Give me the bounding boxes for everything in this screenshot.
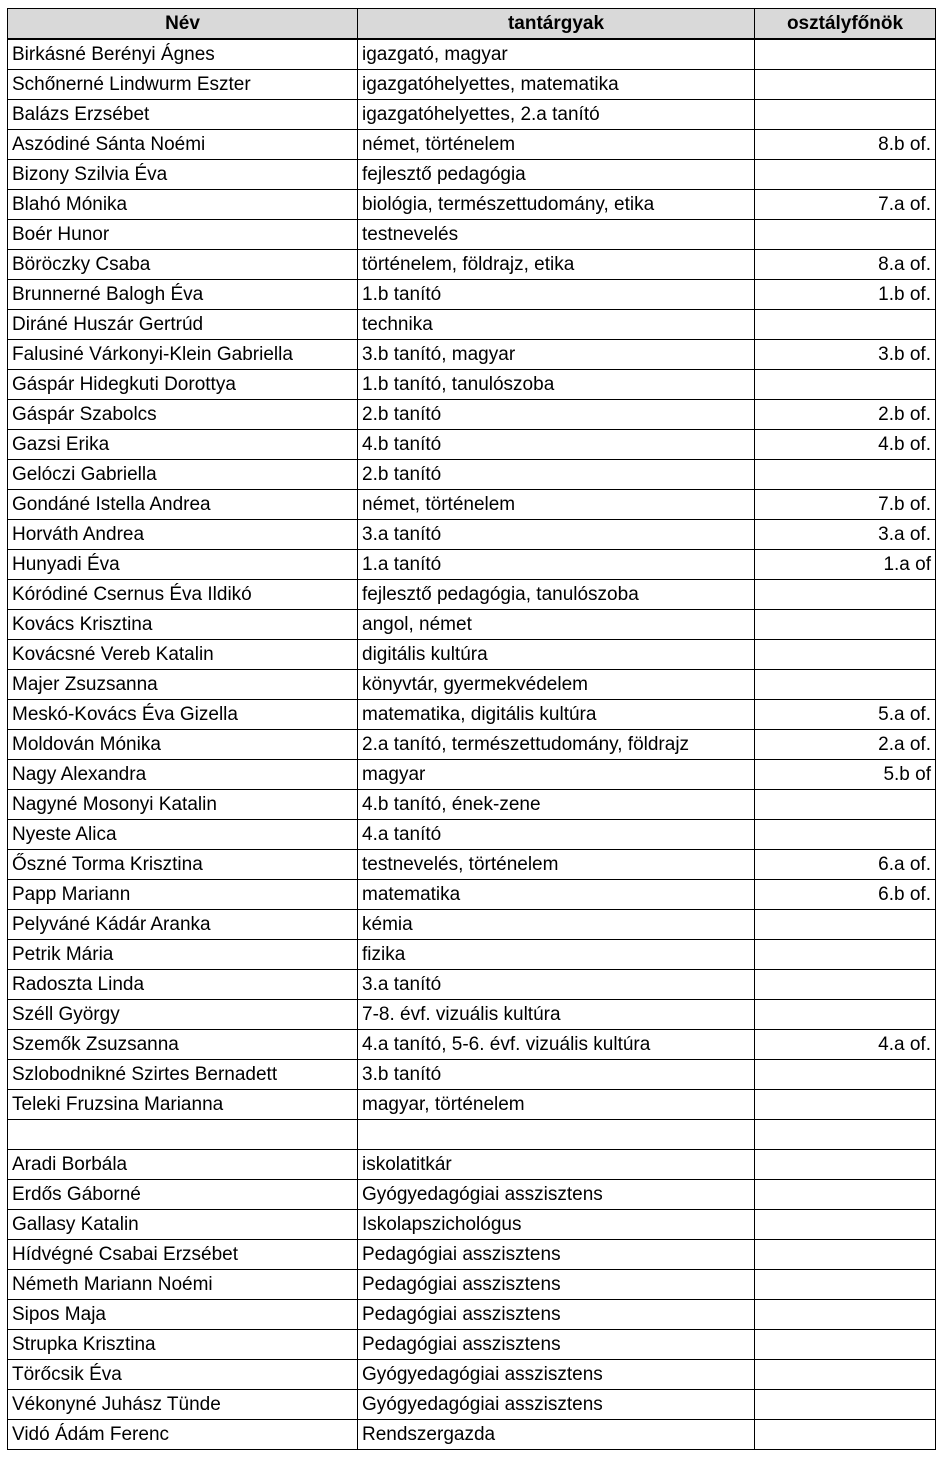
cell-homeroom: 4.a of. <box>755 1030 936 1060</box>
cell-name: Gazsi Erika <box>8 430 358 460</box>
cell-subjects: iskolatitkár <box>358 1150 755 1180</box>
cell-name: Nyeste Alica <box>8 820 358 850</box>
cell-homeroom <box>755 670 936 700</box>
cell-homeroom <box>755 1090 936 1120</box>
cell-homeroom: 8.a of. <box>755 250 936 280</box>
cell-homeroom <box>755 39 936 70</box>
cell-name: Meskó-Kovács Éva Gizella <box>8 700 358 730</box>
cell-name: Sipos Maja <box>8 1300 358 1330</box>
table-row <box>8 460 936 490</box>
cell-subjects: 1.b tanító <box>358 280 755 310</box>
table-row <box>8 220 936 250</box>
cell-name: Papp Mariann <box>8 880 358 910</box>
cell-subjects: 1.b tanító, tanulószoba <box>358 370 755 400</box>
column-header-name: Név <box>8 9 358 40</box>
table-row <box>8 790 936 820</box>
cell-homeroom <box>755 1180 936 1210</box>
table-row <box>8 400 936 430</box>
cell-name: Horváth Andrea <box>8 520 358 550</box>
cell-subjects: 2.b tanító <box>358 400 755 430</box>
table-header <box>8 9 936 40</box>
cell-subjects: digitális kultúra <box>358 640 755 670</box>
cell-name: Gáspár Hidegkuti Dorottya <box>8 370 358 400</box>
cell-homeroom <box>755 310 936 340</box>
cell-subjects: igazgatóhelyettes, matematika <box>358 70 755 100</box>
cell-subjects: történelem, földrajz, etika <box>358 250 755 280</box>
table-row <box>8 940 936 970</box>
table-body <box>8 39 936 1450</box>
cell-name: Schőnerné Lindwurm Eszter <box>8 70 358 100</box>
cell-subjects: 1.a tanító <box>358 550 755 580</box>
table-row <box>8 730 936 760</box>
table-row <box>8 160 936 190</box>
cell-name: Széll György <box>8 1000 358 1030</box>
table-row <box>8 1060 936 1090</box>
cell-subjects: igazgatóhelyettes, 2.a tanító <box>358 100 755 130</box>
cell-homeroom: 5.a of. <box>755 700 936 730</box>
cell-homeroom <box>755 790 936 820</box>
table-row <box>8 1390 936 1420</box>
cell-subjects: 3.b tanító <box>358 1060 755 1090</box>
cell-homeroom: 7.b of. <box>755 490 936 520</box>
cell-name: Nagyné Mosonyi Katalin <box>8 790 358 820</box>
table-row <box>8 70 936 100</box>
table-row <box>8 1090 936 1120</box>
cell-homeroom <box>755 1420 936 1450</box>
cell-name: Radoszta Linda <box>8 970 358 1000</box>
table-row <box>8 700 936 730</box>
cell-homeroom: 8.b of. <box>755 130 936 160</box>
cell-subjects: Pedagógiai asszisztens <box>358 1240 755 1270</box>
cell-homeroom <box>755 1150 936 1180</box>
cell-name: Majer Zsuzsanna <box>8 670 358 700</box>
cell-name: Őszné Torma Krisztina <box>8 850 358 880</box>
table-row <box>8 430 936 460</box>
cell-homeroom <box>755 580 936 610</box>
cell-name: Vékonyné Juhász Tünde <box>8 1390 358 1420</box>
table-row <box>8 1150 936 1180</box>
cell-subjects: Iskolapszichológus <box>358 1210 755 1240</box>
cell-subjects: német, történelem <box>358 130 755 160</box>
cell-subjects: Pedagógiai asszisztens <box>358 1270 755 1300</box>
cell-name: Pelyváné Kádár Aranka <box>8 910 358 940</box>
cell-subjects: 7-8. évf. vizuális kultúra <box>358 1000 755 1030</box>
cell-homeroom: 3.b of. <box>755 340 936 370</box>
cell-name: Teleki Fruzsina Marianna <box>8 1090 358 1120</box>
cell-name: Kóródiné Csernus Éva Ildikó <box>8 580 358 610</box>
table-row <box>8 880 936 910</box>
cell-homeroom: 4.b of. <box>755 430 936 460</box>
cell-homeroom: 6.a of. <box>755 850 936 880</box>
cell-name: Böröczky Csaba <box>8 250 358 280</box>
cell-name: Nagy Alexandra <box>8 760 358 790</box>
cell-name: Petrik Mária <box>8 940 358 970</box>
cell-homeroom <box>755 160 936 190</box>
table-row <box>8 1000 936 1030</box>
cell-name: Kovácsné Vereb Katalin <box>8 640 358 670</box>
table-row <box>8 1030 936 1060</box>
cell-homeroom: 2.b of. <box>755 400 936 430</box>
cell-subjects: német, történelem <box>358 490 755 520</box>
cell-homeroom <box>755 940 936 970</box>
cell-name: Törőcsik Éva <box>8 1360 358 1390</box>
cell-subjects: 2.b tanító <box>358 460 755 490</box>
cell-subjects: 3.a tanító <box>358 520 755 550</box>
table-row <box>8 610 936 640</box>
cell-subjects: Pedagógiai asszisztens <box>358 1300 755 1330</box>
table-row <box>8 970 936 1000</box>
cell-subjects: 4.b tanító <box>358 430 755 460</box>
cell-homeroom <box>755 370 936 400</box>
cell-homeroom <box>755 100 936 130</box>
cell-name: Gelóczi Gabriella <box>8 460 358 490</box>
cell-subjects: fejlesztő pedagógia, tanulószoba <box>358 580 755 610</box>
cell-homeroom <box>755 1300 936 1330</box>
table-row <box>8 1270 936 1300</box>
cell-homeroom <box>755 1120 936 1150</box>
cell-name: Szemők Zsuzsanna <box>8 1030 358 1060</box>
cell-subjects: 4.b tanító, ének-zene <box>358 790 755 820</box>
cell-name: Moldován Mónika <box>8 730 358 760</box>
cell-subjects: Gyógyedagógiai asszisztens <box>358 1180 755 1210</box>
cell-homeroom <box>755 1390 936 1420</box>
cell-homeroom <box>755 610 936 640</box>
cell-name: Gáspár Szabolcs <box>8 400 358 430</box>
cell-subjects: könyvtár, gyermekvédelem <box>358 670 755 700</box>
cell-homeroom: 5.b of <box>755 760 936 790</box>
cell-homeroom <box>755 1330 936 1360</box>
table-row <box>8 670 936 700</box>
cell-subjects: 3.b tanító, magyar <box>358 340 755 370</box>
table-row <box>8 850 936 880</box>
cell-subjects: 3.a tanító <box>358 970 755 1000</box>
cell-name: Aszódiné Sánta Noémi <box>8 130 358 160</box>
cell-subjects: igazgató, magyar <box>358 39 755 70</box>
table-row <box>8 130 936 160</box>
cell-name: Blahó Mónika <box>8 190 358 220</box>
cell-homeroom <box>755 1240 936 1270</box>
table-row <box>8 640 936 670</box>
cell-homeroom: 2.a of. <box>755 730 936 760</box>
table-row <box>8 580 936 610</box>
table-row <box>8 760 936 790</box>
cell-subjects: kémia <box>358 910 755 940</box>
cell-homeroom <box>755 1210 936 1240</box>
cell-name: Hídvégné Csabai Erzsébet <box>8 1240 358 1270</box>
table-row <box>8 1210 936 1240</box>
cell-homeroom <box>755 820 936 850</box>
cell-name: Hunyadi Éva <box>8 550 358 580</box>
cell-homeroom <box>755 640 936 670</box>
cell-subjects: fejlesztő pedagógia <box>358 160 755 190</box>
cell-name: Diráné Huszár Gertrúd <box>8 310 358 340</box>
table-row <box>8 310 936 340</box>
cell-name: Gondáné Istella Andrea <box>8 490 358 520</box>
cell-name: Birkásné Berényi Ágnes <box>8 39 358 70</box>
cell-name <box>8 1120 358 1150</box>
table-row <box>8 1180 936 1210</box>
cell-subjects: angol, német <box>358 610 755 640</box>
cell-homeroom <box>755 460 936 490</box>
cell-name: Balázs Erzsébet <box>8 100 358 130</box>
cell-name: Szlobodnikné Szirtes Bernadett <box>8 1060 358 1090</box>
cell-homeroom <box>755 970 936 1000</box>
cell-subjects: matematika, digitális kultúra <box>358 700 755 730</box>
table-row <box>8 190 936 220</box>
table-row <box>8 490 936 520</box>
cell-subjects: biológia, természettudomány, etika <box>358 190 755 220</box>
table-row <box>8 1330 936 1360</box>
cell-homeroom <box>755 70 936 100</box>
table-row <box>8 520 936 550</box>
cell-name: Kovács Krisztina <box>8 610 358 640</box>
cell-homeroom <box>755 1360 936 1390</box>
column-header-subjects: tantárgyak <box>358 9 755 40</box>
cell-name: Bizony Szilvia Éva <box>8 160 358 190</box>
table-row <box>8 1300 936 1330</box>
cell-homeroom <box>755 1270 936 1300</box>
cell-name: Gallasy Katalin <box>8 1210 358 1240</box>
cell-subjects: 4.a tanító, 5-6. évf. vizuális kultúra <box>358 1030 755 1060</box>
cell-homeroom: 1.a of <box>755 550 936 580</box>
cell-subjects: fizika <box>358 940 755 970</box>
table-row <box>8 39 936 70</box>
cell-subjects: testnevelés, történelem <box>358 850 755 880</box>
cell-subjects: Rendszergazda <box>358 1420 755 1450</box>
header-row <box>8 9 936 40</box>
cell-subjects: testnevelés <box>358 220 755 250</box>
table-row <box>8 340 936 370</box>
table-row <box>8 250 936 280</box>
cell-homeroom <box>755 1000 936 1030</box>
cell-name: Strupka Krisztina <box>8 1330 358 1360</box>
table-row <box>8 370 936 400</box>
cell-homeroom: 3.a of. <box>755 520 936 550</box>
column-header-homeroom: osztályfőnök <box>755 9 936 40</box>
cell-homeroom <box>755 1060 936 1090</box>
table-row <box>8 100 936 130</box>
table-row <box>8 280 936 310</box>
cell-subjects: Gyógyedagógiai asszisztens <box>358 1390 755 1420</box>
cell-subjects: 2.a tanító, természettudomány, földrajz <box>358 730 755 760</box>
cell-subjects: technika <box>358 310 755 340</box>
cell-homeroom: 1.b of. <box>755 280 936 310</box>
cell-name: Falusiné Várkonyi-Klein Gabriella <box>8 340 358 370</box>
cell-subjects: Gyógyedagógiai asszisztens <box>358 1360 755 1390</box>
cell-subjects: magyar, történelem <box>358 1090 755 1120</box>
cell-subjects: 4.a tanító <box>358 820 755 850</box>
table-row <box>8 1120 936 1150</box>
table-row <box>8 550 936 580</box>
cell-name: Vidó Ádám Ferenc <box>8 1420 358 1450</box>
cell-homeroom: 6.b of. <box>755 880 936 910</box>
table-row <box>8 910 936 940</box>
table-row <box>8 820 936 850</box>
cell-homeroom <box>755 910 936 940</box>
cell-name: Boér Hunor <box>8 220 358 250</box>
cell-subjects: Pedagógiai asszisztens <box>358 1330 755 1360</box>
cell-subjects <box>358 1120 755 1150</box>
cell-subjects: matematika <box>358 880 755 910</box>
cell-homeroom: 7.a of. <box>755 190 936 220</box>
cell-name: Németh Mariann Noémi <box>8 1270 358 1300</box>
table-row <box>8 1360 936 1390</box>
cell-name: Aradi Borbála <box>8 1150 358 1180</box>
table-row <box>8 1420 936 1450</box>
table-row <box>8 1240 936 1270</box>
cell-name: Erdős Gáborné <box>8 1180 358 1210</box>
cell-homeroom <box>755 220 936 250</box>
staff-table <box>7 8 936 1450</box>
cell-name: Brunnerné Balogh Éva <box>8 280 358 310</box>
cell-subjects: magyar <box>358 760 755 790</box>
